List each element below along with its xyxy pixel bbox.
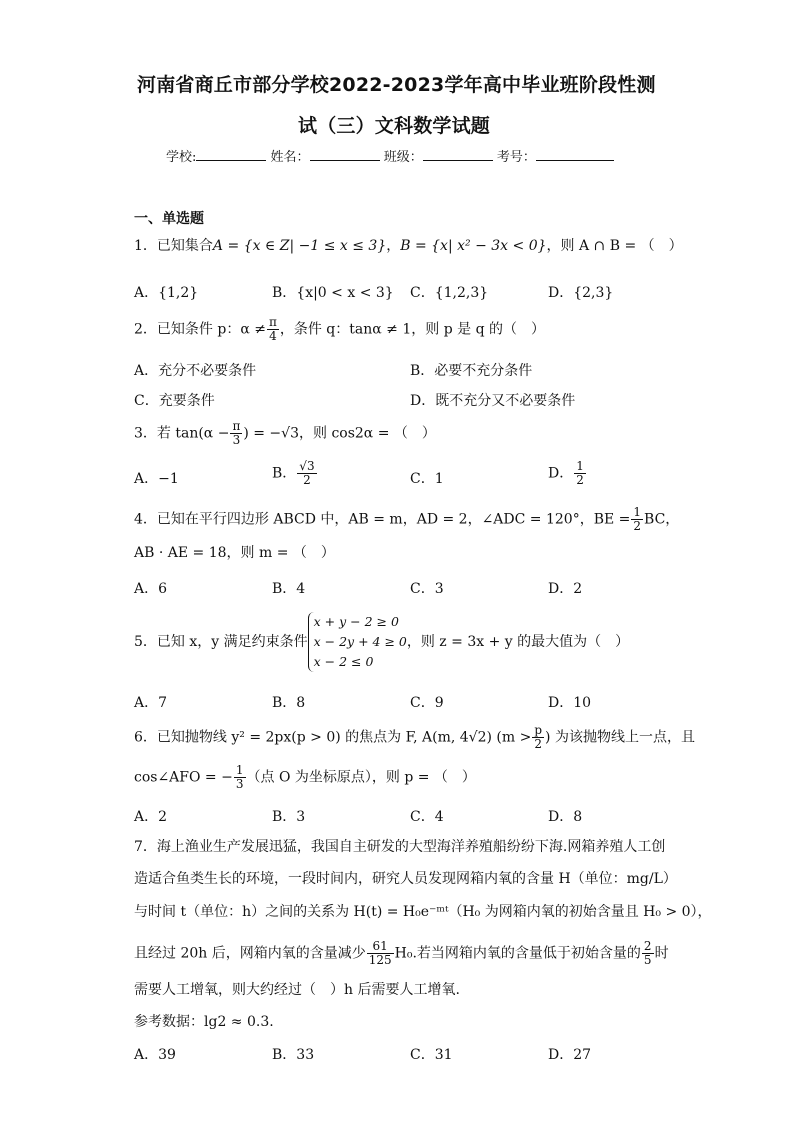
q3-option-d: D． $\frac{1}{2}$ — [548, 459, 584, 487]
q5-option-d: D．10 — [548, 695, 592, 711]
q5-option-a: A．7 — [134, 695, 168, 711]
q6-line2-tail: （点 O 为坐标原点），则 p = （ ） — [246, 769, 476, 786]
q2-option-b: B．必要不充分条件 — [410, 363, 533, 379]
q3-fraction: $\frac{\pi}{3}$ — [232, 419, 241, 447]
q4-line1-tail: BC， — [644, 511, 680, 528]
q1-option-d: D．{2,3} — [548, 285, 614, 301]
question-7-line1: 7．海上渔业生产发展迅猛，我国自主研发的大型海洋养殖船纷纷下海.网箱养殖人工创 — [134, 839, 666, 855]
question-6-line2 — [134, 764, 476, 791]
q7-option-c: C．31 — [410, 1047, 453, 1063]
question-5 — [134, 612, 629, 672]
q3-option-c: C．1 — [410, 471, 444, 487]
name-blank[interactable] — [310, 148, 380, 161]
q2-option-d: D．既不充分又不必要条件 — [410, 393, 576, 409]
exam-title-line2: 试（三）文科数学试题 — [298, 115, 491, 137]
exam-title-line1: 河南省商丘市部分学校2022-2023学年高中毕业班阶段性测 — [137, 74, 656, 96]
q1-comma: ， — [386, 238, 401, 254]
q5-lead: 5．已知 x，y 满足约束条件 — [134, 634, 308, 650]
question-6-line1 — [134, 724, 695, 751]
q7-option-d: D．27 — [548, 1047, 592, 1063]
question-4-line2: AB · AE = 18，则 m = （ ） — [134, 545, 335, 561]
question-7-line2: 造适合鱼类生长的环境，一段时间内，研究人员发现网箱内氧的含量 H（单位：mg/L） — [134, 871, 677, 887]
q2-tail: ，条件 q：tanα ≠ 1，则 p 是 q 的（ ） — [279, 321, 545, 338]
q5-option-b: B．8 — [272, 695, 306, 711]
class-blank[interactable] — [423, 148, 493, 161]
q7-option-b: B．33 — [272, 1047, 315, 1063]
q3-tail: ) = −√3，则 cos2α = （ ） — [243, 425, 436, 442]
q6-option-a: A．2 — [134, 809, 168, 825]
q5-option-c: C．9 — [410, 695, 444, 711]
question-1 — [134, 236, 683, 256]
q4-option-a: A．6 — [134, 581, 168, 597]
q1-set-b: B = {x| x² − 3x < 0} — [400, 238, 547, 254]
q4-option-d: D．2 — [548, 581, 583, 597]
q7-line4-tail: 时 — [654, 945, 669, 962]
q6-option-b: B．3 — [272, 809, 306, 825]
q1-lead: 1．已知集合 — [134, 238, 213, 254]
q2-lead: 2．已知条件 p：α ≠ — [134, 321, 266, 338]
q6-option-d: D．8 — [548, 809, 583, 825]
q1-set-a: A = {x ∈ Z| −1 ≤ x ≤ 3} — [212, 238, 387, 254]
q6-line1-tail: ) 为该抛物线上一点，且 — [545, 729, 695, 746]
class-label: 班级： — [383, 150, 423, 165]
q6-fraction: $\frac{p}{2}$ — [534, 723, 543, 751]
q6-option-c: C．4 — [410, 809, 444, 825]
q4-fraction: $\frac{1}{2}$ — [633, 505, 642, 533]
q2-option-c: C．充要条件 — [134, 393, 215, 409]
id-blank[interactable] — [536, 148, 614, 161]
q5-constraints: x + y − 2 ≥ 0 x − 2y + 4 ≥ 0 x − 2 ≤ 0 — [308, 612, 407, 672]
q6-fraction-2: $\frac{1}{3}$ — [235, 763, 244, 791]
q2-fraction: $\frac{\pi}{4}$ — [268, 315, 277, 343]
q7-option-a: A．39 — [134, 1047, 176, 1063]
q3-lead: 3．若 tan(α − — [134, 425, 230, 442]
q6-line2-lead: cos∠AFO = − — [134, 769, 233, 786]
q4-option-b: B．4 — [272, 581, 306, 597]
question-7-reference: 参考数据：lg2 ≈ 0.3. — [134, 1014, 274, 1030]
q2-option-a: A．充分不必要条件 — [134, 363, 257, 379]
question-7-line5: 需要人工增氧，则大约经过（ ）h 后需要人工增氧. — [134, 982, 460, 998]
question-7-line4 — [134, 940, 669, 967]
q7-fraction: $\frac{61}{125}$ — [368, 939, 392, 967]
id-label: 考号： — [496, 150, 536, 165]
q6-lead: 6．已知抛物线 y² = 2px(p > 0) 的焦点为 F, A(m, 4√2) (m > — [134, 729, 532, 746]
info-fields — [166, 146, 614, 165]
question-3 — [134, 420, 436, 447]
q1-option-b: B．{x|0 < x < 3} — [272, 285, 394, 301]
q1-tail: ，则 A ∩ B = （ ） — [546, 238, 683, 254]
q1-option-a: A．{1,2} — [134, 285, 199, 301]
question-2 — [134, 316, 545, 343]
section-title: 一、单选题 — [134, 211, 204, 227]
q7-line4-lead: 且经过 20h 后，网箱内氧的含量减少 — [134, 945, 366, 962]
q5-tail: ，则 z = 3x + y 的最大值为（ ） — [406, 634, 630, 650]
q1-option-c: C．{1,2,3} — [410, 285, 489, 301]
q4-lead: 4．已知在平行四边形 ABCD 中，AB = m，AD = 2，∠ADC = 120°，BE = — [134, 511, 631, 528]
q7-fraction-2: $\frac{2}{5}$ — [643, 939, 652, 967]
school-blank[interactable] — [196, 148, 266, 161]
name-label: 姓名： — [270, 150, 310, 165]
question-4-line1 — [134, 506, 679, 533]
q7-line4-mid: H₀.若当网箱内氧的含量低于初始含量的 — [394, 945, 641, 962]
q3-option-b: B． $\frac{√3}{2}$ — [272, 459, 315, 487]
school-label: 学校: — [166, 150, 197, 165]
question-7-line3: 与时间 t（单位：h）之间的关系为 H(t) = H₀e⁻ᵐᵗ（H₀ 为网箱内氧的初始含量且 H₀ > 0）， — [134, 904, 712, 920]
q4-option-c: C．3 — [410, 581, 444, 597]
q3-option-a: A．−1 — [134, 471, 179, 487]
